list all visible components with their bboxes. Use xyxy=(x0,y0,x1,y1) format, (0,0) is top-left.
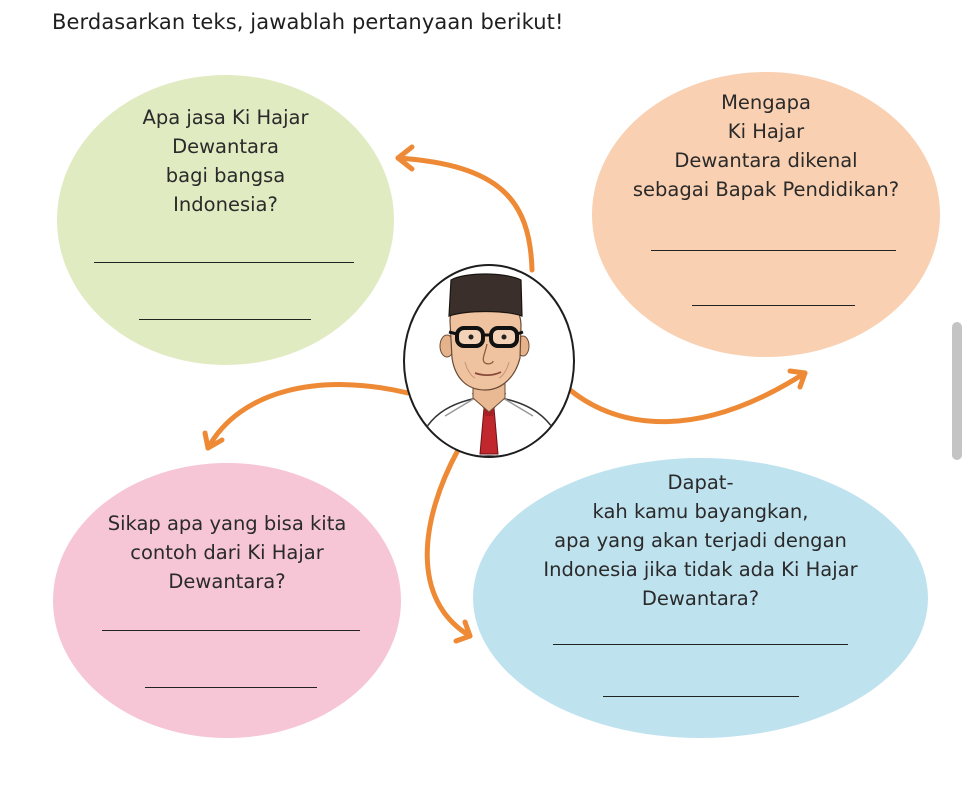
question-3-line-1: Sikap apa yang bisa kita xyxy=(107,512,347,535)
question-2-line-1: Mengapa xyxy=(721,91,811,114)
answer-line[interactable] xyxy=(145,687,317,688)
question-4-line-5: Dewantara? xyxy=(641,587,760,610)
answer-line[interactable] xyxy=(102,630,360,631)
question-4-text xyxy=(473,468,928,613)
question-bubble-3 xyxy=(53,463,401,738)
answer-line[interactable] xyxy=(692,305,855,306)
question-2-line-2: Ki Hajar xyxy=(727,120,805,143)
answer-line[interactable] xyxy=(94,262,354,263)
question-1-line-1: Apa jasa Ki Hajar xyxy=(142,106,309,129)
question-4-line-4: Indonesia jika tidak ada Ki Hajar xyxy=(543,558,858,581)
question-4-line-1: Dapat- xyxy=(667,471,734,494)
question-2-line-3: Dewantara dikenal xyxy=(674,149,858,172)
instruction-text: Berdasarkan teks, jawablah pertanyaan berikut! xyxy=(52,10,564,34)
question-3-line-3: Dewantara? xyxy=(168,570,286,593)
scrollbar[interactable] xyxy=(952,322,962,460)
question-3-line-2: contoh dari Ki Hajar xyxy=(130,541,324,564)
question-1-text xyxy=(57,103,394,219)
arrow-to-question-4 xyxy=(427,450,470,636)
arrow-to-question-1 xyxy=(398,158,532,270)
question-1-line-2: Dewantara xyxy=(172,135,279,158)
answer-line[interactable] xyxy=(139,319,311,320)
question-4-line-2: kah kamu bayangkan, xyxy=(592,500,809,523)
question-3-text xyxy=(53,509,401,596)
question-bubble-4 xyxy=(473,458,928,738)
question-1-line-4: Indonesia? xyxy=(173,193,278,216)
question-bubble-1 xyxy=(57,75,394,365)
answer-line[interactable] xyxy=(651,250,896,251)
portrait-icon xyxy=(405,266,573,456)
question-2-line-4: sebagai Bapak Pendidikan? xyxy=(632,178,900,201)
ki-hajar-dewantara-portrait xyxy=(403,264,575,458)
answer-line[interactable] xyxy=(603,696,799,697)
question-2-text xyxy=(592,88,940,204)
arrow-to-question-3 xyxy=(208,385,408,448)
answer-line[interactable] xyxy=(553,644,848,645)
question-4-line-3: apa yang akan terjadi dengan xyxy=(554,529,847,552)
arrow-to-question-2 xyxy=(570,373,805,422)
question-bubble-2 xyxy=(592,72,940,357)
question-1-line-3: bagi bangsa xyxy=(165,164,286,187)
